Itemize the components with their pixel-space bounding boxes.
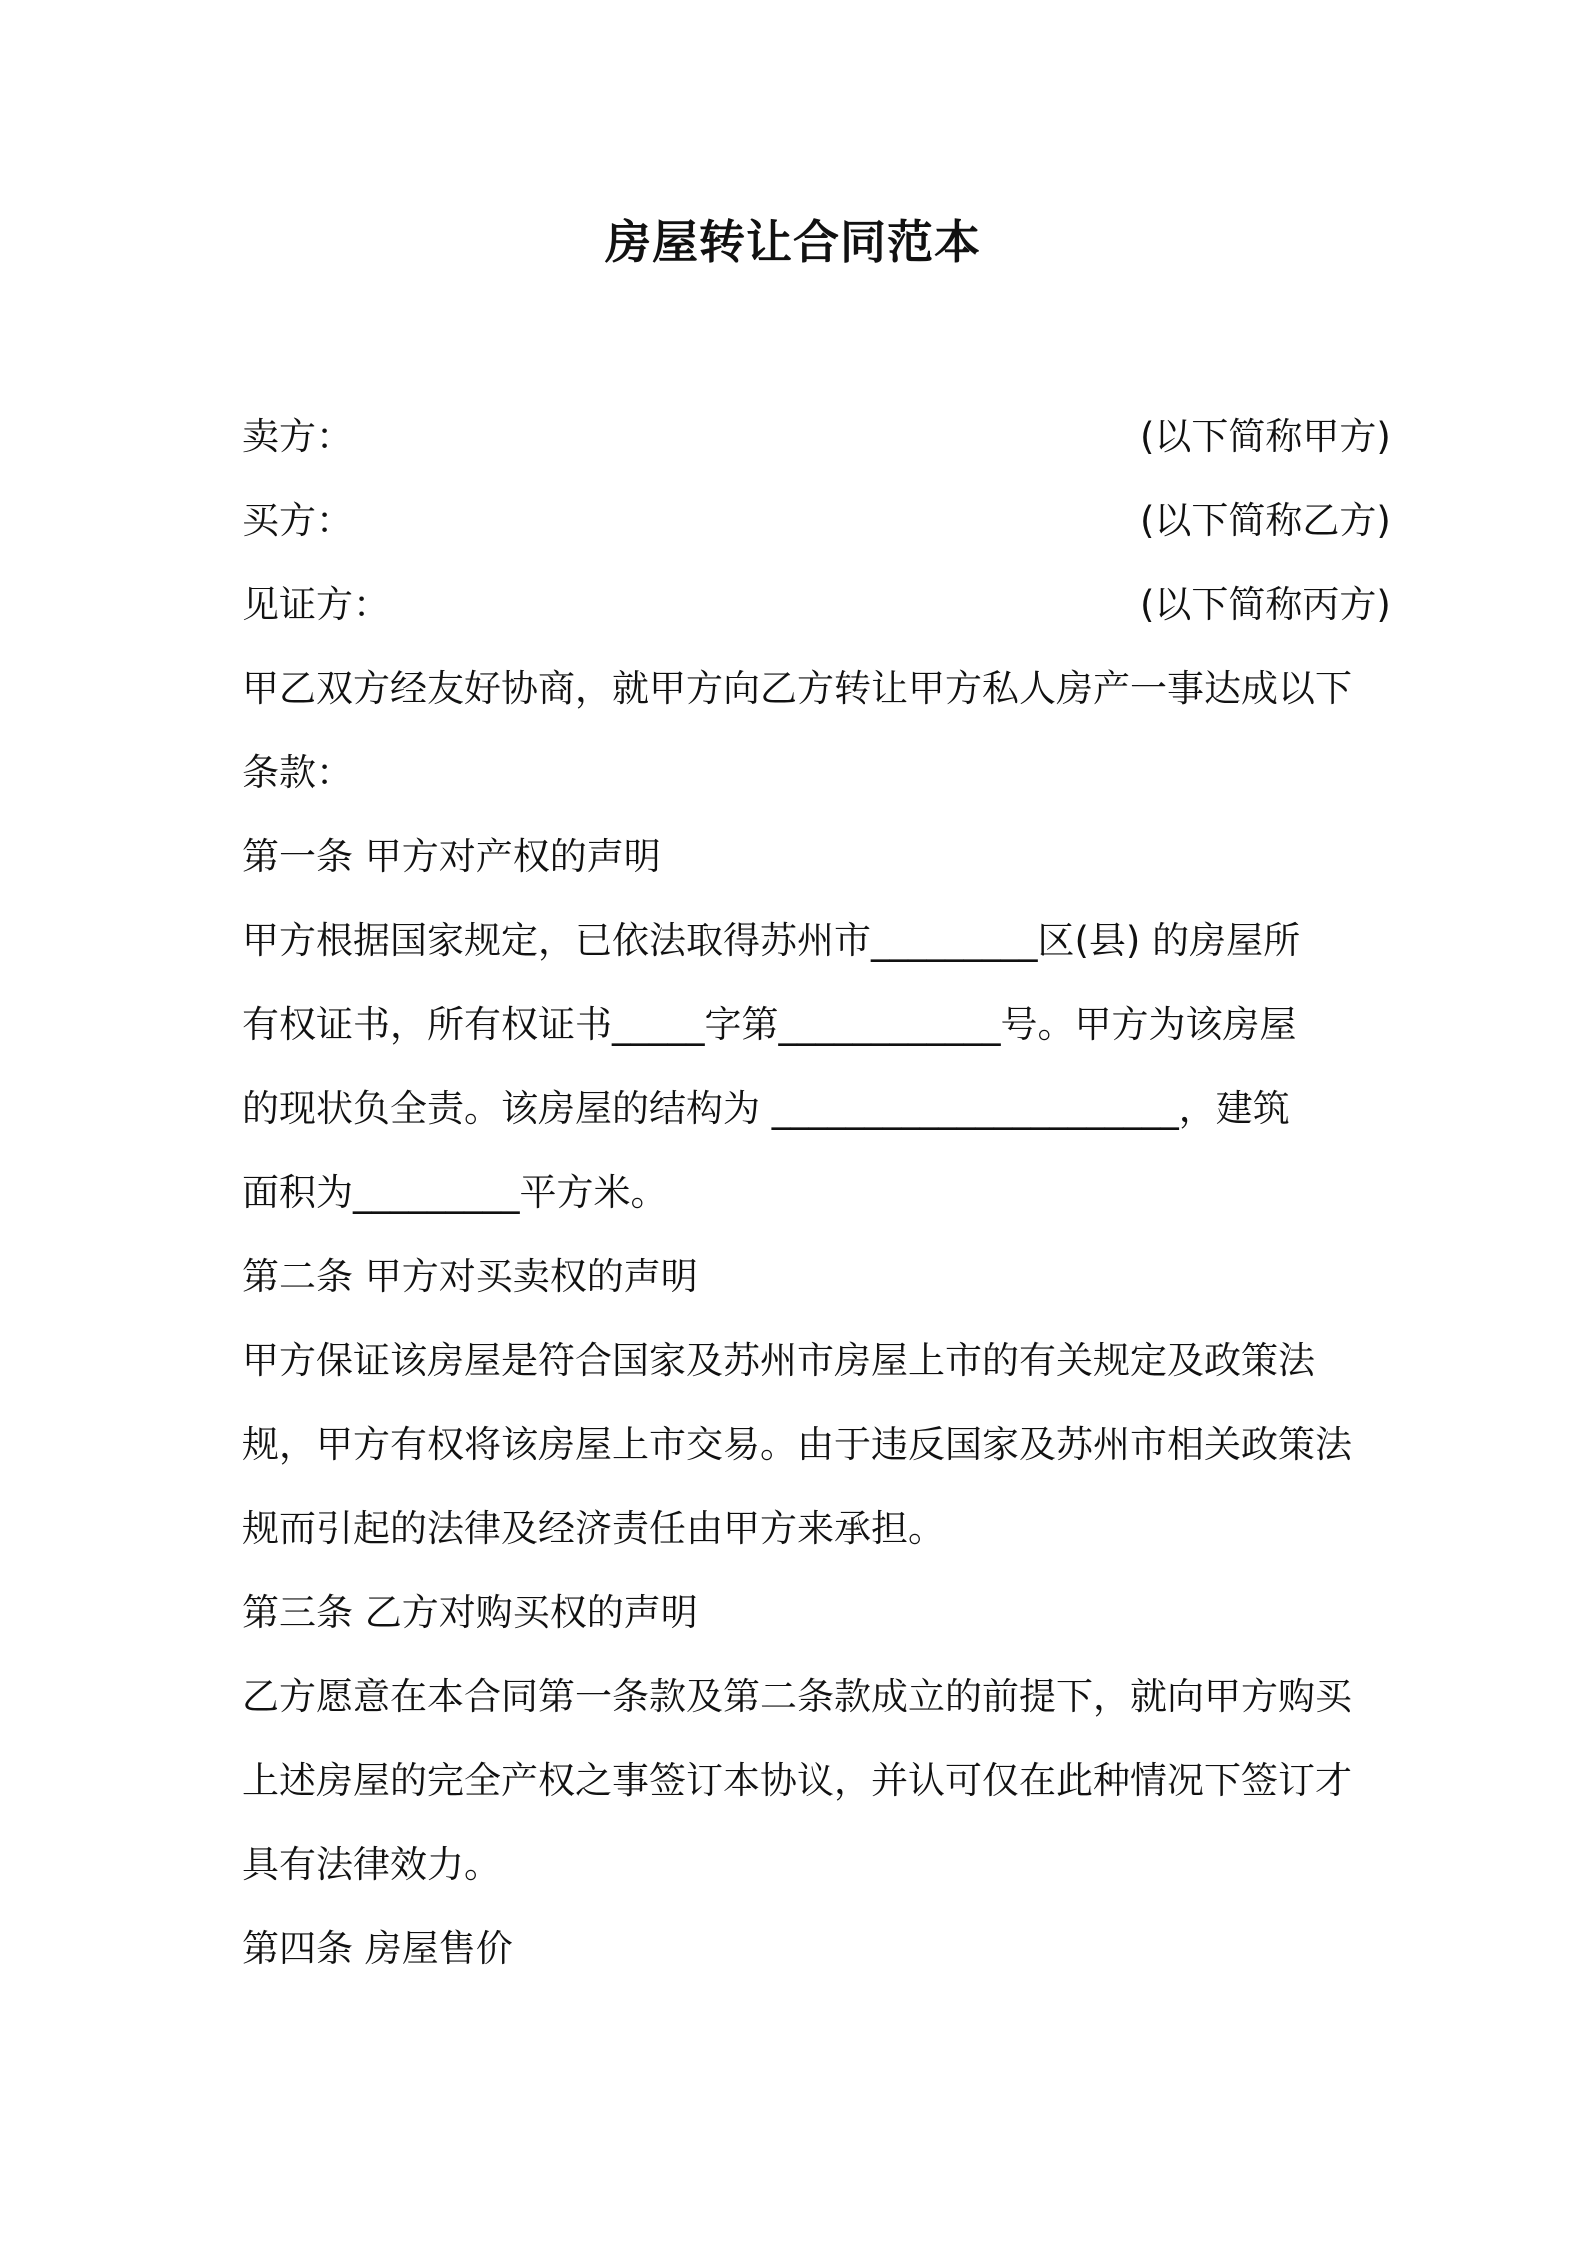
- party-note: (以下简称甲方): [1140, 415, 1391, 458]
- party-label: 买方：: [242, 499, 353, 542]
- party-note: (以下简称乙方): [1140, 499, 1391, 542]
- article-heading: 第四条 房屋售价: [242, 1927, 513, 1970]
- party-label: 卖方：: [242, 415, 353, 458]
- article-heading: 第二条 甲方对买卖权的声明: [242, 1255, 698, 1298]
- article-line: 甲方根据国家规定，已依法取得苏州市_________区(县) 的房屋所: [242, 919, 1301, 962]
- document-title: 房屋转让合同范本: [605, 215, 981, 269]
- article-heading: 第三条 乙方对购买权的声明: [242, 1591, 698, 1634]
- article-line: 乙方愿意在本合同第一条款及第二条款成立的前提下，就向甲方购买: [242, 1675, 1352, 1718]
- article-heading: 第一条 甲方对产权的声明: [242, 835, 661, 878]
- party-label: 见证方：: [242, 583, 390, 626]
- intro-line: 甲乙双方经友好协商，就甲方向乙方转让甲方私人房产一事达成以下: [242, 667, 1352, 710]
- article-line: 有权证书，所有权证书_____字第____________号。甲方为该房屋: [242, 1003, 1297, 1046]
- article-line: 规，甲方有权将该房屋上市交易。由于违反国家及苏州市相关政策法: [242, 1423, 1352, 1466]
- article-line: 具有法律效力。: [242, 1843, 501, 1886]
- party-witness: [242, 580, 1391, 630]
- article-line: 面积为_________平方米。: [242, 1171, 668, 1214]
- party-seller: [242, 412, 1391, 462]
- article-line: 的现状负全责。该房屋的结构为 ______________________，建筑: [242, 1087, 1290, 1130]
- article-line: 上述房屋的完全产权之事签订本协议，并认可仅在此种情况下签订才: [242, 1759, 1352, 1802]
- intro-line: 条款：: [242, 751, 353, 794]
- article-line: 规而引起的法律及经济责任由甲方来承担。: [242, 1507, 945, 1550]
- article-line: 甲方保证该房屋是符合国家及苏州市房屋上市的有关规定及政策法: [242, 1339, 1315, 1382]
- party-note: (以下简称丙方): [1140, 583, 1391, 626]
- party-buyer: [242, 496, 1391, 546]
